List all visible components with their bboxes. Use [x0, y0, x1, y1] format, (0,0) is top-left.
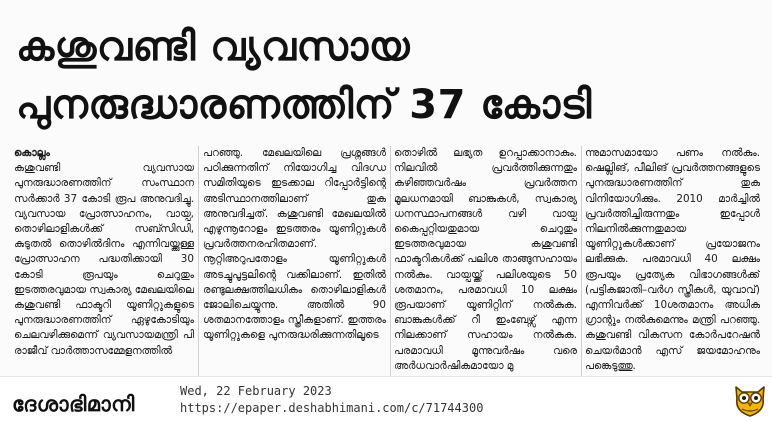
article-body — [14, 146, 762, 376]
footer-bar — [0, 376, 772, 422]
publication-date: Wed, 22 February 2023 — [180, 384, 332, 398]
article-column-3 — [394, 146, 577, 376]
owl-icon[interactable] — [732, 381, 768, 419]
article-column-4 — [585, 146, 760, 376]
column-2-text: പറഞ്ഞു. മേഖലയിലെ പ്രശ്നങ്ങൾ പഠിക്കുന്നതിന് നിയോഗിച്ച വിദഗ്ധ സമിതിയുടെ ഇടക്കാല റിപ്പോർട്ടിന്റെ അടിസ്ഥാനത്തിലാണ് തുക അനുവദിച്ചത്. കശുവണ്ടി മേഖലയിൽ എഴുന്നൂറോളം ഇടത്തരം യൂണിറ്റുകൾ പ്രവർത്തനരഹിതമാണ്. നൂറ്റിഅറുപതോളം യൂണിറ്റുകൾ അടച്ചുപൂട്ടലിന്റെ വക്കിലാണ്. ഇതിൽ രണ്ടുലക്ഷത്തിലധികം തൊഴിലാളികൾ ജോലിചെയ്യുന്നു. അതിൽ 90 ശതമാനത്തോളം സ്ത്രീകളാണ്. ഇത്തരം യൂണിറ്റുകളെ പുനരുദ്ധരിക്കുന്നതിലൂടെ — [203, 147, 386, 342]
headline-line-1: കശുവണ്ടി വ്യവസായ — [16, 24, 410, 70]
article-column-1 — [14, 146, 194, 376]
dateline: കൊല്ലം — [14, 147, 50, 159]
column-4-text: ന്നുമാസമായോ പണം നൽകും. ഷെല്ലിങ്, പീലിങ് പ്രവർത്തനങ്ങളുടെ പുനരുദ്ധാരണത്തിന് തുക വിനിയോഗിക്കും. 2010 മാർച്ചിൽ പ്രവർത്തിച്ചിരുന്നതും ഇപ്പോൾ നിലനിൽക്കുന്നതുമായ യൂണിറ്റുകൾക്കാണ് പ്രയോജനം ലഭിക്കുക. പരമാവധി 40 ലക്ഷം രൂപയും പ്രത്യേക വിഭാഗങ്ങൾക്ക് (പട്ടികജാതി–വർഗ സ്ത്രീകൾ, യുവാവ്) എന്നിവർക്ക് 10ശതമാനം അധിക ഗ്രാന്റും നൽകുമെന്നും മന്ത്രി പറഞ്ഞു. കശുവണ്ടി വികസന കോർപറേഷൻ ചെയർമാൻ എസ് ജയമോഹനും പങ്കെടുത്തു. — [585, 147, 760, 372]
column-1-text: കശുവണ്ടി വ്യവസായ പുനരുദ്ധാരണത്തിന് സംസ്ഥാന സർക്കാർ 37 കോടി രൂപ അനുവദിച്ചു. വ്യവസായ പ്രോത്സാഹനം, വായ്പ, തൊഴിലാളികൾക്ക് സബ്സിഡി, കുടുതൽ തൊഴിൽദിനം എന്നിവയ്ക്കുള്ള പ്രോത്സാഹന പദ്ധതിക്കായി 30 കോടി രൂപയും ചെറുതും ഇടത്തരവുമായ സ്വകാര്യ മേഖലയിലെ കശുവണ്ടി ഫാക്ടറി യൂണിറ്റുകളുടെ പുനരുദ്ധാരണത്തിന് ഏഴുകോടിയും ചെലവഴിക്കുമെന്ന് വ്യവസായമന്ത്രി പി രാജീവ് വാർത്താസമ്മേളനത്തിൽ — [14, 162, 194, 357]
epaper-link[interactable]: https://epaper.deshabhimani.com/c/71744300 — [180, 401, 484, 415]
column-divider — [198, 146, 199, 376]
article-column-2 — [203, 146, 386, 376]
column-divider — [390, 146, 391, 376]
column-divider — [581, 146, 582, 376]
headline-line-2: പുനരുദ്ധാരണത്തിന് 37 കോടി — [16, 82, 592, 128]
newspaper-logo: ദേശാഭിമാനി — [12, 392, 135, 416]
column-3-text: തൊഴിൽ ലഭ്യത ഉറപ്പാക്കാനാകും. നിലവിൽ പ്രവർത്തിക്കുന്നതും കഴിഞ്ഞവർഷം പ്രവർത്തന മൂലധനമായി ബാങ്കുകൾ, സ്വകാര്യ ധനസ്ഥാപനങ്ങൾ വഴി വായ്പ കൈപ്പറ്റിയതുമായ ചെറുതും ഇടത്തരവുമായ കശുവണ്ടി ഫാക്ടറികൾക്ക് പലിശ താങ്ങുസഹായം നൽകും. വായ്പയ്ക്ക് പലിശയുടെ 50 ശതമാനം, പരമാവധി 10 ലക്ഷം രൂപയാണ് യൂണിറ്റിന് നൽകുക. ബാങ്കുകൾക്ക് റീ ഇംബേഴ്സ് എന്ന നിലക്കാണ് സഹായം നൽകുക. പരമാവധി മൂന്നുവർഷം വരെ അർധവാർഷികമായോ മു — [394, 147, 577, 372]
